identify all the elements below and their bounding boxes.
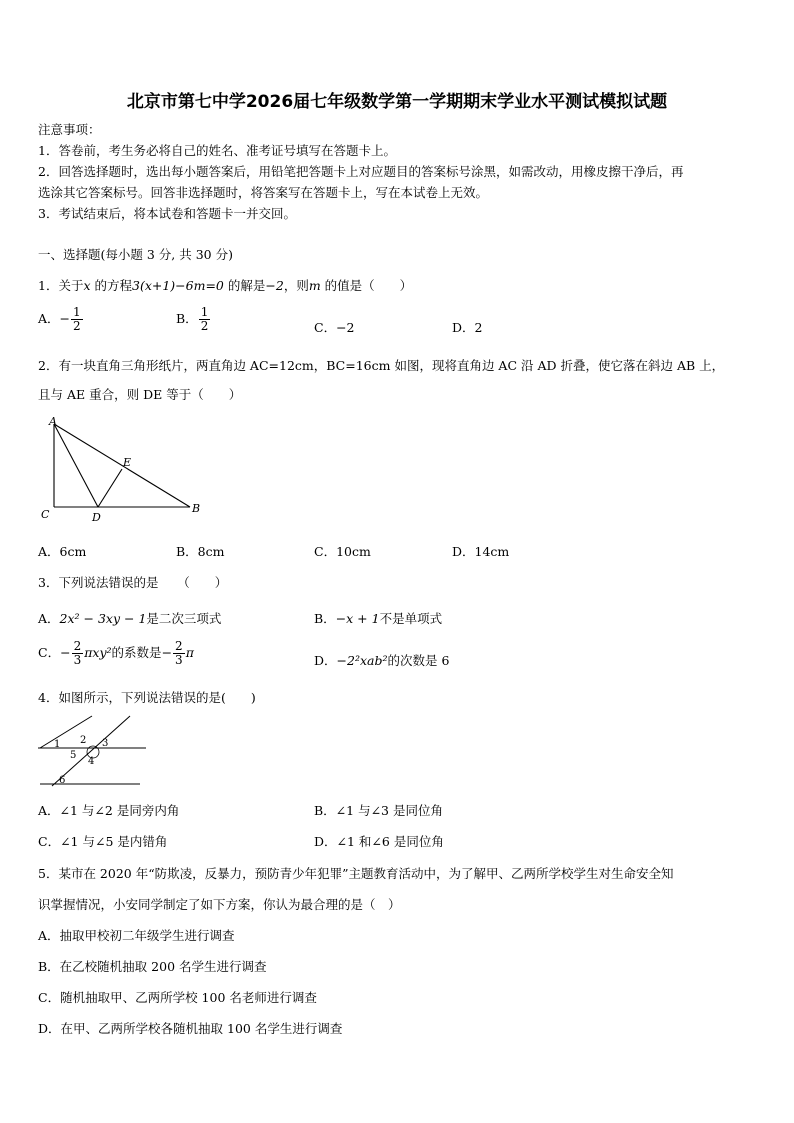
- q3-option-c: C．− $\frac{2}{3}$ πxy²的系数是− $\frac{2}{3}$ π: [38, 639, 194, 667]
- notice-item-3: 3．考试结束后，将本试卷和答题卡一并交回。: [38, 206, 296, 221]
- q3-option-d: D．−2²xab²的次数是 6: [314, 653, 450, 668]
- q2-triangle-figure: [36, 414, 206, 526]
- q3-stem: 3．下列说法错误的是 （ ）: [38, 575, 228, 590]
- q4-angles-figure: [36, 712, 148, 790]
- q4-stem: 4．如图所示，下列说法错误的是( ): [38, 690, 256, 705]
- notice-heading: 注意事项：: [38, 122, 101, 137]
- q4-option-a: A．∠1 与∠2 是同旁内角: [38, 803, 180, 818]
- q4-option-d: D．∠1 和∠6 是同位角: [314, 834, 444, 849]
- label-b: B: [192, 502, 201, 515]
- q5-option-d: D．在甲、乙两所学校各随机抽取 100 名学生进行调查: [38, 1021, 343, 1036]
- label-e: E: [123, 456, 132, 469]
- q5-stem-line2: 识掌握情况，小安同学制定了如下方案，你认为最合理的是（ ）: [38, 897, 401, 912]
- notice-item-2-cont: 选涂其它答案标号。回答非选择题时，将答案写在答题卡上，写在本试卷上无效。: [38, 185, 489, 200]
- q3-option-a: A．2x² − 3xy − 1是二次三项式: [38, 611, 222, 626]
- q5-option-a: A．抽取甲校初二年级学生进行调查: [38, 928, 235, 943]
- label-d: D: [92, 511, 101, 524]
- q2-option-b: B．8cm: [176, 544, 225, 559]
- angle-label-6: 6: [59, 775, 66, 786]
- q5-option-b: B．在乙校随机抽取 200 名学生进行调查: [38, 959, 267, 974]
- section-heading: 一、选择题(每小题 3 分, 共 30 分): [38, 247, 233, 262]
- q5-stem-line1: 5．某市在 2020 年“防欺凌，反暴力，预防青少年犯罪”主题教育活动中，为了解甲、乙两所学校学生对生命安全知: [38, 866, 674, 881]
- q2-option-c: C．10cm: [314, 544, 371, 559]
- q1-option-c: C．−2: [314, 320, 355, 335]
- q1-option-b: B． $\frac{1}{2}$: [176, 305, 209, 333]
- q5-option-c: C．随机抽取甲、乙两所学校 100 名老师进行调查: [38, 990, 317, 1005]
- q2-option-d: D．14cm: [452, 544, 510, 559]
- label-a: A: [49, 415, 57, 428]
- q2-stem-line2: 且与 AE 重合，则 DE 等于（ ）: [38, 387, 242, 402]
- notice-item-1: 1．答卷前，考生务必将自己的姓名、准考证号填写在答题卡上。: [38, 143, 396, 158]
- angle-label-2: 2: [80, 735, 87, 746]
- q4-option-b: B．∠1 与∠3 是同位角: [314, 803, 443, 818]
- angle-label-4: 4: [88, 756, 95, 767]
- angle-label-5: 5: [70, 750, 77, 761]
- q1-option-a: A．− $\frac{1}{2}$: [38, 305, 81, 333]
- q2-option-a: A．6cm: [38, 544, 87, 559]
- angle-label-1: 1: [54, 739, 61, 750]
- label-c: C: [41, 508, 50, 521]
- q4-option-c: C．∠1 与∠5 是内错角: [38, 834, 168, 849]
- q1-stem: 1．关于x 的方程3(x+1)−6m=0 的解是−2，则m 的值是（ ）: [38, 278, 413, 293]
- q1-option-d: D．2: [452, 320, 483, 335]
- notice-item-2: 2．回答选择题时，选出每小题答案后，用铅笔把答题卡上对应题目的答案标号涂黑，如需改动，用橡皮擦干净后，再: [38, 164, 684, 179]
- q3-option-b: B．−x + 1不是单项式: [314, 611, 443, 626]
- angle-label-3: 3: [102, 738, 109, 749]
- q2-stem-line1: 2．有一块直角三角形纸片，两直角边 AC=12cm，BC=16cm 如图，现将直角边 AC 沿 AD 折叠，使它落在斜边 AB 上，: [38, 358, 725, 373]
- exam-title: 北京市第七中学2026届七年级数学第一学期期末学业水平测试模拟试题: [126, 92, 668, 112]
